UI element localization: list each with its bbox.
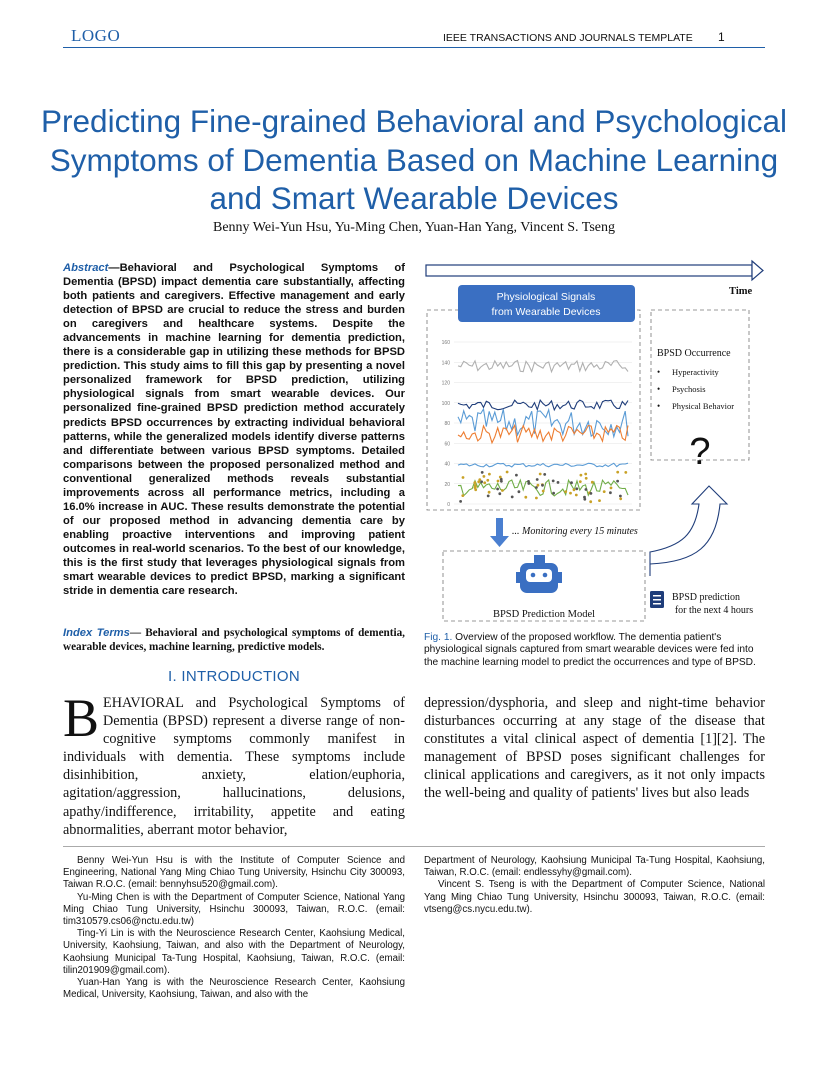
scatter-point: [575, 487, 578, 490]
scatter-point: [461, 494, 464, 497]
scatter-point: [619, 495, 622, 498]
occurrence-item-3: Physical Behavior: [672, 401, 735, 411]
footnote-author-4: Yuan-Han Yang is with the Neuroscience Research Center, Kaohsiung Medical, University, Kaohsiung, Taiwan, and also with the: [63, 977, 405, 1001]
feedback-arrow: [650, 486, 727, 576]
scatter-point: [580, 474, 583, 477]
scatter-point: [590, 492, 593, 495]
footnote-author-3: Ting-Yi Lin is with the Neuroscience Research Center, Kaohsiung Medical, University, Kaohsiung, Taiwan, and also with the Department of Neurology, Kaohsiung Municipal Ta-Tung Hospital, Kaohsiung, Taiwan, R.O.C. (email: tilin201909@gmail.com).: [63, 928, 405, 976]
scatter-point: [575, 494, 578, 497]
scatter-point: [603, 490, 606, 493]
time-arrow: [426, 261, 763, 280]
scatter-point: [499, 476, 502, 479]
scatter-point: [564, 490, 567, 493]
scatter-point: [535, 486, 538, 489]
occurrence-item-1: Hyperactivity: [672, 367, 719, 377]
time-label: Time: [729, 286, 753, 297]
figure-caption: [424, 632, 766, 669]
scatter-point: [459, 500, 462, 503]
scatter-point: [619, 497, 622, 500]
signals-box-line1: Physiological Signals: [496, 291, 596, 303]
scatter-point: [585, 488, 588, 491]
scatter-point: [478, 478, 481, 481]
caption-label: Fig. 1.: [424, 632, 453, 643]
scatter-point: [474, 485, 477, 488]
index-terms-text: — Behavioral and psychological symptoms of dementia, wearable devices, machine learning, predictive models.: [63, 627, 405, 653]
scatter-point: [487, 495, 490, 498]
scatter-point: [624, 471, 627, 474]
footnotes-right: [424, 855, 765, 916]
footnote-author-5: Vincent S. Tseng is with the Department of Computer Science, National Yang Ming Chiao Tung University, Hsinchu 300093, Taiwan, R.O.C. (email: vtseng@cs.nycu.edu.tw).: [424, 879, 765, 915]
scatter-point: [506, 471, 509, 474]
scatter-point: [610, 487, 613, 490]
index-terms: [63, 626, 405, 654]
journal-logo: LOGO: [71, 26, 121, 45]
scatter-point: [524, 496, 527, 499]
scatter-point: [584, 473, 587, 476]
scatter-point: [552, 480, 555, 483]
index-terms-label: Index Terms: [63, 627, 130, 639]
section-heading-introduction: I. INTRODUCTION: [168, 668, 300, 685]
running-header: IEEE TRANSACTIONS AND JOURNALS TEMPLATE: [443, 32, 693, 44]
monitoring-label: ... Monitoring every 15 minutes: [512, 526, 638, 537]
y-tick-label: 140: [441, 360, 450, 367]
clipboard-icon: [650, 591, 664, 608]
bullet-1: •: [657, 367, 661, 377]
model-label: BPSD Prediction Model: [492, 609, 596, 620]
scatter-point: [583, 498, 586, 501]
scatter-point: [496, 488, 499, 491]
scatter-point: [483, 481, 486, 484]
signal-plot: [442, 340, 632, 508]
footnote-author-1: Benny Wei-Yun Hsu is with the Institute of Computer Science and Engineering, National Yang Ming Chiao Tung University, Hsinchu City 300093, Taiwan R.O.C. (email: bennyhsu520@gmail.com).: [63, 855, 405, 891]
y-tick-label: 60: [444, 441, 450, 448]
bullet-2: •: [657, 384, 661, 394]
intro-right-column: depression/dysphoria, and sleep and night-time behavior disturbances occurring at any stage of the disease that constitutes a vital clinical aspect of dementia [1][2]. The management of BPSD poses significant challenges for clinical applications and caregivers, as it not only impacts the well-being and quality of patients' lives but also leads: [424, 695, 765, 802]
scatter-point: [501, 489, 504, 492]
prediction-line2: for the next 4 hours: [674, 605, 754, 616]
scatter-point: [483, 475, 486, 478]
scatter-point: [579, 480, 582, 483]
scatter-point: [488, 491, 491, 494]
occurrence-title: BPSD Occurrence: [657, 348, 731, 359]
scatter-point: [543, 473, 546, 476]
author-list: Benny Wei-Yun Hsu, Yu-Ming Chen, Yuan-Han Yang, Vincent S. Tseng: [212, 220, 615, 235]
footnote-continued: Department of Neurology, Kaohsiung Municipal Ta-Tung Hospital, Kaohsiung, Taiwan, R.O.C. (email: endlessyhy@gmail.com).: [424, 855, 765, 879]
scatter-point: [535, 497, 538, 500]
intro-left-text: EHAVIORAL and Psychological Symptoms of Dementia (BPSD) represent a diverse range of non-cognitive symptoms commonly manifest in individuals with dementia. These symptoms include disinhibition, anxiety, elation/euphoria, agitation/aggression, hallucinations, delusions, apathy/indifference, irritability, appetite and eating abnormalities, aberrant motor behavior,: [63, 695, 405, 838]
footnote-author-2: Yu-Ming Chen is with the Department of Computer Science, National Yang Ming Chiao Tung University, Hsinchu 300093, Taiwan, R.O.C. (email: tim310579.cs06@nctu.edu.tw): [63, 891, 405, 928]
scatter-point: [462, 476, 465, 479]
scatter-point: [539, 473, 542, 476]
scatter-point: [552, 492, 555, 495]
y-tick-label: 100: [441, 400, 450, 407]
workflow-diagram: [424, 258, 769, 628]
signal-trace-flat: [458, 463, 628, 467]
scatter-point: [500, 480, 503, 483]
abstract: [63, 261, 405, 598]
scatter-point: [488, 473, 491, 476]
drop-cap: B: [63, 688, 100, 748]
y-tick-label: 20: [444, 481, 450, 488]
robot-icon: [516, 555, 562, 593]
down-arrow: [490, 518, 509, 547]
scatter-point: [480, 480, 483, 483]
scatter-point: [573, 488, 576, 491]
figure-workflow: [424, 258, 769, 628]
scatter-point: [598, 499, 601, 502]
y-tick-label: 40: [444, 461, 450, 468]
signals-region: [427, 310, 640, 510]
scatter-point: [474, 488, 477, 491]
scatter-point: [569, 492, 572, 495]
scatter-point: [585, 477, 588, 480]
scatter-point: [541, 484, 544, 487]
y-tick-label: 120: [441, 380, 450, 387]
scatter-point: [481, 471, 484, 474]
scatter-point: [616, 480, 619, 483]
occurrence-item-2: Psychosis: [672, 384, 706, 394]
scatter-point: [497, 480, 500, 483]
scatter-point: [515, 474, 518, 477]
scatter-point: [518, 490, 521, 493]
y-tick-label: 80: [444, 421, 450, 427]
abstract-text: —Behavioral and Psychological Symptoms of Dementia (BPSD) impact dementia care substantially, affecting both patients and caregivers. Effective management and early detection of BPSD are crucial to reduce the stress and burden on caregivers and healthcare systems. Despite the advancements in machine learning for dementia prediction, there is a considerable gap in utilizing these methods for BPSD prediction. This study aims to fill this gap by presenting a novel personalized framework for BPSD prediction, utilizing physiological signals from smart wearable devices. Our personalized fine-grained BPSD prediction method accurately predicts BPSD occurrences by extracting individual behavioral patterns, while the generalized models identify diverse patterns and differentiate between various BPSD symptoms. Detailed comparisons between the proposed personalized method and conventional generalized methods reveals substantial improvements across all performance metrics, including a 16.0% increase in AUC. These results demonstrate the potential of our proposed method in advancing dementia care by enabling proactive interventions and improving patient outcomes in real-world scenarios. To the best of our knowledge, this is the first study that leverages physiological signals from smart wearable devices to predict BPSD, marking a significant stride in dementia care research.: [63, 262, 405, 598]
scatter-point: [537, 484, 540, 487]
footnotes-left: [63, 855, 405, 1001]
question-mark: ?: [689, 431, 711, 473]
scatter-point: [527, 482, 530, 485]
bullet-3: •: [657, 401, 661, 411]
scatter-point: [591, 481, 594, 484]
scatter-point: [570, 481, 573, 484]
y-tick-label: 0: [447, 502, 450, 508]
scatter-point: [511, 496, 514, 499]
scatter-point: [473, 481, 476, 484]
caption-text: Overview of the proposed workflow. The dementia patient's physiological signals captured from smart wearable devices were fed into the machine learning model to predict the occurrences and type of BPSD.: [424, 632, 756, 668]
scatter-point: [536, 478, 539, 481]
paper-title: Predicting Fine-grained Behavioral and Psychological Symptoms of Dementia Based on Machine Learning and Smart Wearable Devices: [41, 103, 787, 216]
page-number: 1: [718, 30, 725, 44]
scatter-point: [609, 491, 612, 494]
scatter-point: [557, 481, 560, 484]
header-rule: [63, 47, 765, 48]
abstract-label: Abstract: [63, 262, 109, 274]
footnote-rule: [63, 846, 765, 847]
intro-left-column: [63, 688, 405, 839]
scatter-point: [589, 500, 592, 503]
scatter-point: [542, 490, 545, 493]
scatter-point: [486, 479, 489, 482]
scatter-point: [498, 492, 501, 495]
signals-box-line2: from Wearable Devices: [491, 306, 601, 318]
scatter-point: [616, 471, 619, 474]
y-tick-label: 160: [441, 340, 450, 346]
prediction-line1: BPSD prediction: [671, 592, 741, 603]
